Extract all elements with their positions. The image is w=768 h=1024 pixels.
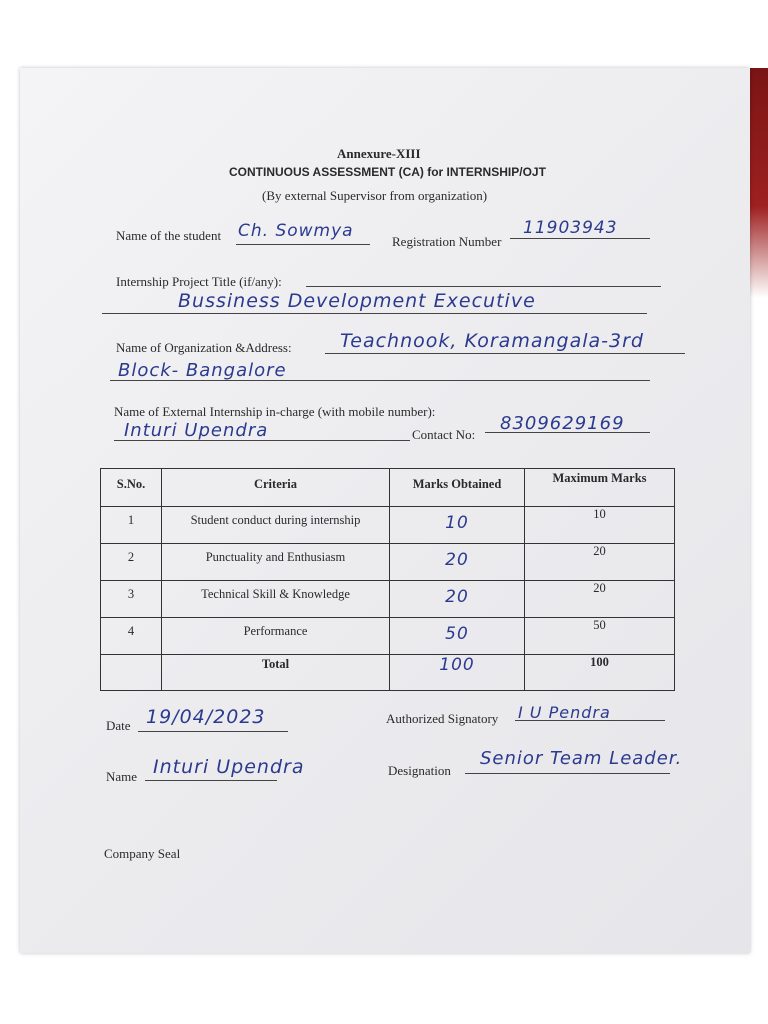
table-row-2-max: 20 [525, 544, 675, 581]
table-total-max: 100 [525, 655, 675, 691]
authorized-signatory-signature: I U Pendra [518, 703, 611, 722]
date-value: 19/04/2023 [146, 706, 266, 728]
authorized-signatory-line [515, 720, 665, 721]
contact-number-line [485, 432, 650, 433]
registration-number-line [510, 238, 650, 239]
project-title-label: Internship Project Title (if/any): [116, 274, 282, 289]
table-row-2-obtained-value: 20 [445, 550, 469, 570]
photo-background [0, 0, 768, 70]
table-row-4-max: 50 [525, 618, 675, 655]
table-row-1-max: 10 [525, 507, 675, 544]
contact-number-value: 8309629169 [500, 413, 625, 434]
student-name-line [236, 244, 370, 245]
table-row-1-criteria: Student conduct during internship [162, 507, 390, 544]
table-total-sno [101, 655, 162, 691]
organization-line-1 [325, 353, 685, 354]
organization-value-line-1: Teachnook, Koramangala-3rd [340, 330, 644, 352]
table-row-1-obtained-value: 10 [445, 513, 469, 533]
authorized-signatory-label: Authorized Signatory [386, 711, 499, 726]
internship-incharge-value: Inturi Upendra [124, 420, 269, 441]
company-seal-label: Company Seal [104, 846, 181, 861]
table-header-sno: S.No. [101, 469, 162, 507]
table-total-obtained [390, 655, 525, 691]
table-row-2-criteria: Punctuality and Enthusiasm [162, 544, 390, 581]
table-row-3-sno: 3 [101, 581, 162, 618]
contact-number-label: Contact No: [412, 427, 476, 442]
table-row-3-criteria: Technical Skill & Knowledge [162, 581, 390, 618]
marks-table [100, 468, 675, 691]
table-row-1-sno: 1 [101, 507, 162, 544]
table-row-4-obtained [390, 618, 525, 655]
project-title-value: Bussiness Development Executive [178, 290, 536, 312]
table-row-2-sno: 2 [101, 544, 162, 581]
table-row-3-max: 20 [525, 581, 675, 618]
designation-value: Senior Team Leader. [480, 748, 683, 769]
name-label: Name [106, 769, 138, 784]
student-name-label: Name of the student [116, 228, 222, 243]
registration-number-label: Registration Number [392, 234, 502, 249]
table-header-maximum-marks: Maximum Marks [525, 469, 675, 507]
table-header-marks-obtained: Marks Obtained [390, 469, 525, 507]
form-title: CONTINUOUS ASSESSMENT (CA) for INTERNSHIP/OJT [229, 165, 546, 179]
form-subtitle: (By external Supervisor from organization) [262, 188, 488, 203]
table-total-label: Total [162, 655, 390, 691]
project-title-line-2 [102, 313, 647, 314]
table-row-3-obtained [390, 581, 525, 618]
name-value: Inturi Upendra [153, 756, 305, 778]
designation-label: Designation [388, 763, 451, 778]
table-row-3-obtained-value: 20 [445, 587, 469, 607]
registration-number-value: 11903943 [523, 218, 618, 238]
organization-line-2 [110, 380, 650, 381]
table-header-criteria: Criteria [162, 469, 390, 507]
project-title-line-1 [306, 286, 661, 287]
table-row-2-obtained [390, 544, 525, 581]
annexure-heading: Annexure-XIII [337, 146, 421, 161]
organization-value-line-2: Block- Bangalore [118, 360, 287, 381]
date-line [138, 731, 288, 732]
designation-line [465, 773, 670, 774]
name-line [145, 780, 277, 781]
internship-incharge-line [114, 440, 410, 441]
student-name-value: Ch. Sowmya [238, 221, 354, 241]
internship-incharge-label: Name of External Internship in-charge (with mobile number): [114, 404, 436, 419]
table-row-1-obtained [390, 507, 525, 544]
table-row-4-obtained-value: 50 [445, 624, 469, 644]
date-label: Date [106, 718, 131, 733]
table-total-obtained-value: 100 [439, 655, 475, 675]
organization-label: Name of Organization &Address: [116, 340, 292, 355]
table-row-4-sno: 4 [101, 618, 162, 655]
table-row-4-criteria: Performance [162, 618, 390, 655]
